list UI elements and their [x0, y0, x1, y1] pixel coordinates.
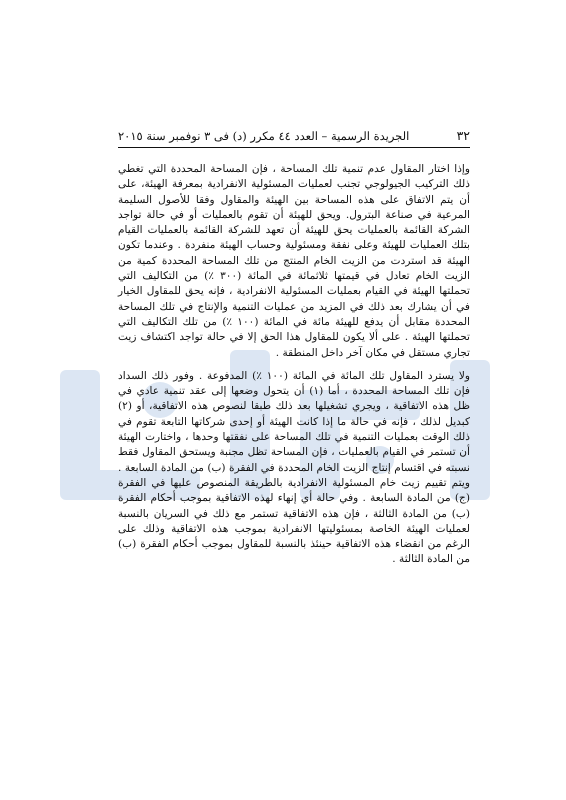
paragraph: وإذا اختار المقاول عدم تنمية تلك المساحة ، فإن المساحة المحددة التي تغطي ذلك التركيب الجيولوجي تجنب لعمليات المسئولية الانفرادية بمعرفة الهيئة، على أن يتم الاتفاق على هذه المساحة بين الهيئة والمقاول وفقا للأصول السليمة المرعية في صناعة البترول. ويحق للهيئة أن تقوم بالعمليات أو في حالة تواجد الشركة القائمة بالعمليات يحق للهيئة أن تعهد للشركة القائمة بالعمليات القيام بتلك العمليات للهيئة وعلى نفقة ومسئولية وحساب الهيئة منفردة . وعندما تكون الهيئة قد استردت من الزيت الخام المنتج من تلك المساحة المحددة كمية من الزيت الخام تعادل في قيمتها ثلاثمائة في المائة (٣٠٠ ٪) من التكاليف التي تحملتها الهيئة في القيام بعمليات المسئولية الانفرادية ، فإنه يحق للمقاول الخيار في أن يشارك بعد ذلك في المزيد من عمليات التنمية والإنتاج في تلك المساحة المحددة مقابل أن يدفع للهيئة مائة في المائة (١٠٠ ٪) من تلك التكاليف التي تحملتها الهيئة . على ألا يكون للمقاول هذا الحق إلا في حالة تواجد اكتشاف زيت تجاري مستقل في مكان آخر داخل المنطقة .	[118, 163, 470, 359]
paragraph: ولا يسترد المقاول تلك المائة في المائة (١٠٠ ٪) المدفوعة . وفور ذلك السداد فإن تلك المساحة المحددة ، أما (١) أن يتحول وضعها إلى عقد تنمية عادي في ظل هذه الاتفاقية ، ويجري تشغيلها بعد ذلك طبقا لنصوص هذه الاتفاقية، أو (٢) كبديل لذلك ، فإنه في حالة ما إذا كانت الهيئة أو إحدى شركاتها التابعة تقوم في ذلك الوقت بعمليات التنمية في تلك المساحة على نفقتها وحدها ، واختارت الهيئة أن تستمر في القيام بالعمليات ، فإن المساحة تظل مجنبة ويستحق المقاول فقط نسبته في اقتسام إنتاج الزيت الخام المحددة في الفقرة (ب) من المادة السابعة . ويتم تقييم زيت خام المسئولية الانفرادية بالطريقة المنصوص عليها في الفقرة (ج) من المادة السابعة . وفي حالة أي إنهاء لهذه الاتفاقية بموجب أحكام الفقرة (ب) من المادة الثالثة ، فإن هذه الاتفاقية تستمر مع ذلك في السريان بالنسبة لعمليات الهيئة الخاصة بمسئوليتها الانفرادية بموجب هذه الاتفاقية وذلك على الرغم من انقضاء هذه الاتفاقية حينئذ بالنسبة للمقاول بموجب أحكام الفقرة (ب) من المادة الثالثة .	[118, 369, 470, 566]
page-number: ٣٢	[456, 128, 470, 143]
page-header	[118, 128, 470, 148]
gazette-title: الجريدة الرسمية – العدد ٤٤ مكرر (د) فى ٣ نوفمبر سنة ٢٠١٥	[118, 129, 410, 143]
document-page	[118, 128, 470, 568]
